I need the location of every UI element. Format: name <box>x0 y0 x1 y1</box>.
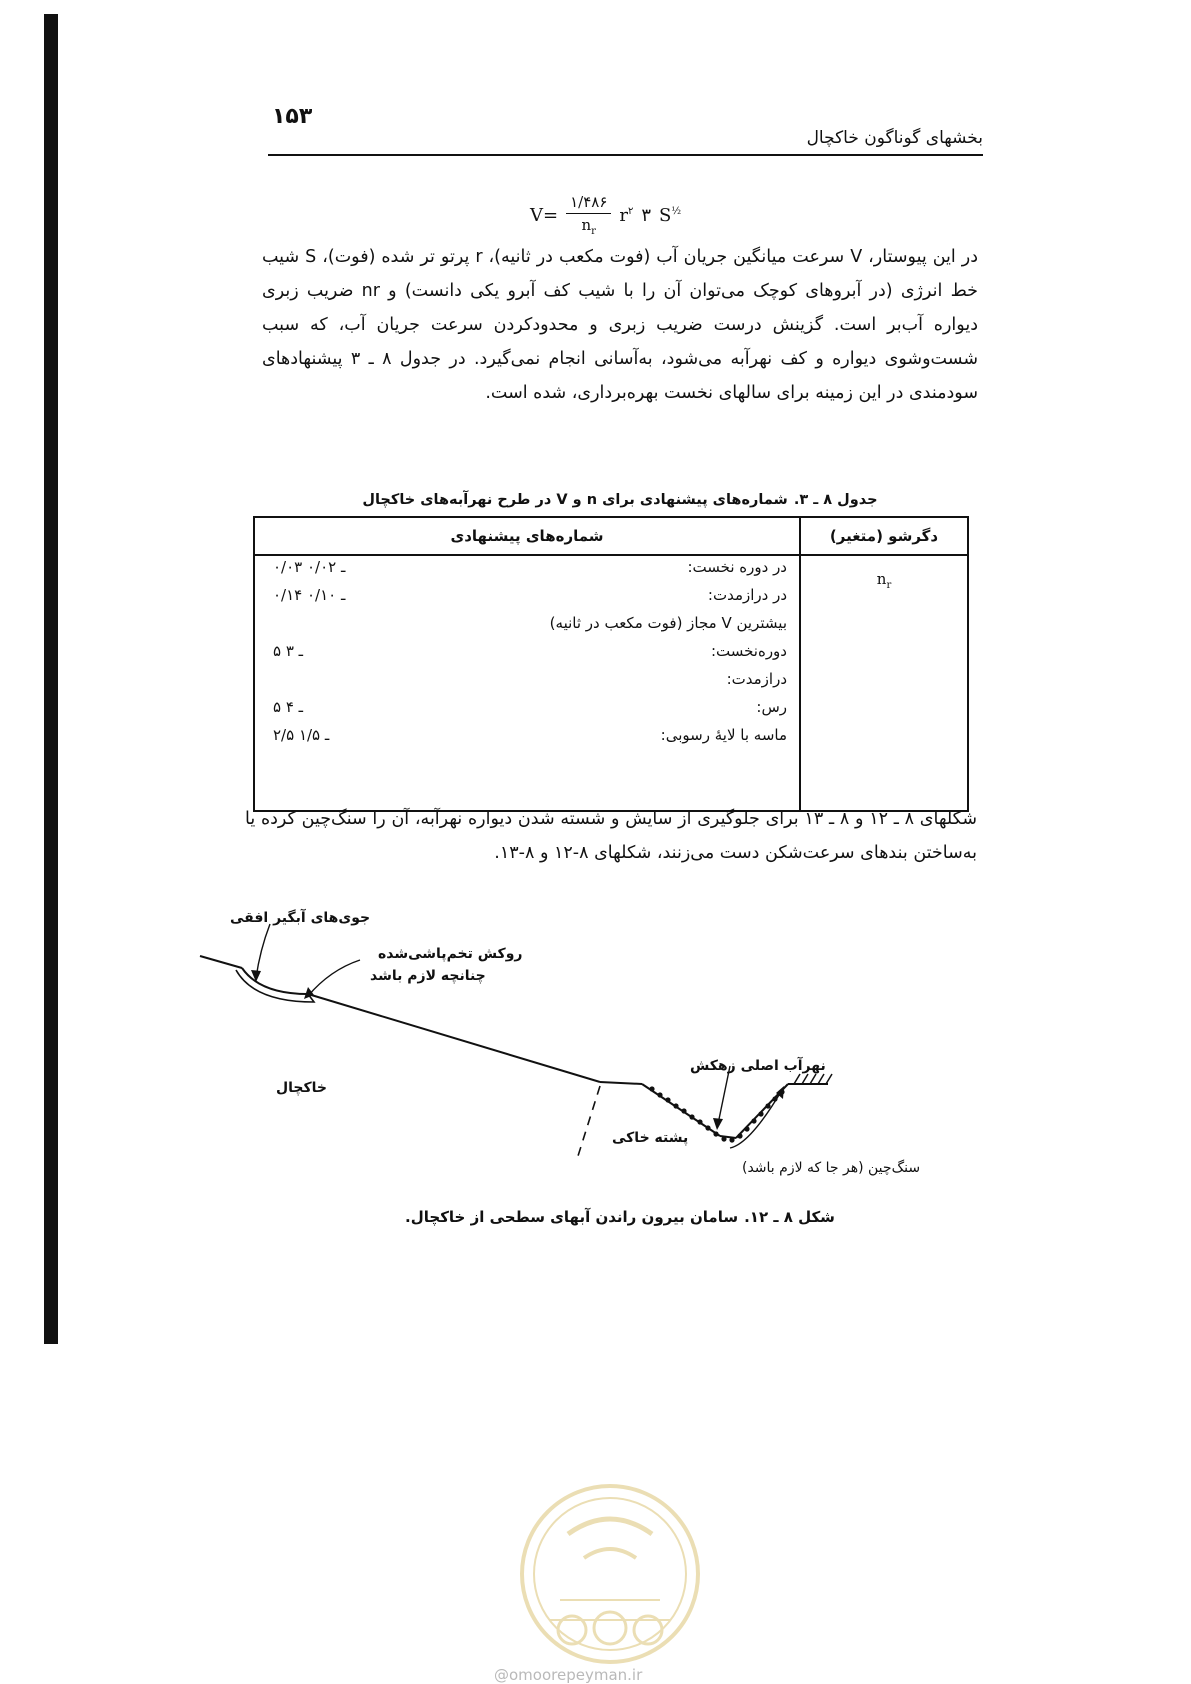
body-paragraph-2: شکلهای ۸ ـ ۱۲ و ۸ ـ ۱۳ برای جلوگیری از سایش و شسته شدن دیواره نهرآبه، آن را سنگ‌چین کرده یا به‌ساختن بندهای سرعت‌شکن دست می‌زنند، شکلهای ۸-۱۲ و ۸-۱۳. <box>245 809 978 863</box>
slope-line <box>308 994 600 1082</box>
formula-lhs: V= <box>530 204 559 226</box>
roughness-velocity-table <box>253 516 969 812</box>
publisher-seal-watermark <box>480 1470 740 1670</box>
tailings-boundary-dashed <box>578 1086 600 1156</box>
table-row: درازمدت: <box>726 670 787 688</box>
table-row: در درازمدت: ۰/۱۴ ـ ۰/۱۰ <box>273 586 787 604</box>
body-paragraph-1: در این پیوستار، V سرعت میانگین جریان آب (فوت مکعب در ثانیه)، r پرتو تر شده (فوت)، S شیب خط انرژی (در آبروهای کوچک می‌توان آن را با شیب کف آبرو یکی دانست) و nr ضریب زبری دیواره آب‌بر است. گزینش درست ضریب زبری و محدودکردن سرعت جریان آب، که سبب شست‌وشوی دیواره و کف نهرآبه می‌شود، به‌آسانی انجام نمی‌گیرد. در جدول ۸ ـ ۳ پیشنهادهای سودمندی در این زمینه برای سالهای نخست بهره‌برداری، شده است. <box>262 247 978 403</box>
scan-binding-edge <box>44 14 58 1344</box>
manning-formula <box>530 188 681 242</box>
table-header-values: شماره‌های پیشنهادی <box>254 517 800 555</box>
label-riprap: سنگ‌چین (هر جا که لازم باشد) <box>742 1160 921 1176</box>
formula-mid-term: ۳ <box>641 204 652 226</box>
slope-line <box>200 956 242 968</box>
formula-fraction <box>566 193 611 237</box>
table-row: ماسه با لایهٔ رسوبی: ۲/۵ ـ ۱/۵ <box>273 726 787 744</box>
label-if-needed: چنانچه لازم باشد <box>370 968 486 984</box>
table-caption <box>262 492 978 508</box>
formula-numerator: ۱/۴۸۶ <box>566 193 611 214</box>
formula-denominator: $n_r$ <box>581 216 596 237</box>
figure-caption-text: سامان بیرون راندن آبهای سطحی از خاکچال. <box>405 1208 739 1226</box>
table-row: بیشترین V مجاز (فوت مکعب در ثانیه) <box>549 614 787 632</box>
table-values-cell <box>254 555 800 811</box>
formula-r-term: $r^۲$ <box>619 204 634 226</box>
leader-arrow-mulch <box>308 960 360 996</box>
label-seeded-mulch: روکش تخم‌پاشی‌شده <box>378 946 523 962</box>
running-head: بخشهای گوناگون خاکچال <box>806 128 983 148</box>
leader-arrow-trench <box>256 924 270 978</box>
watermark-url: @omoorepeyman.ir <box>494 1666 643 1684</box>
figure-caption-label: شکل ۸ ـ ۱۲. <box>744 1208 835 1226</box>
table-row: در دوره نخست: ۰/۰۳ ـ ۰/۰۲ <box>273 558 787 576</box>
table-caption-label: جدول ۸ ـ ۳. <box>793 492 878 508</box>
table-header-variable: دگرشو (متغیر) <box>800 517 968 555</box>
figure-caption <box>262 1208 978 1226</box>
table-variable-cell: $n_r$ <box>800 555 968 811</box>
berm-top <box>600 1082 642 1084</box>
table-caption-text: شماره‌های پیشنهادی برای n و V در طرح نهرآبه‌های خاکچال <box>362 492 788 508</box>
label-tailings: خاکچال <box>276 1080 327 1096</box>
header-rule <box>268 154 983 156</box>
formula-s-term: $S^{\frac{1}{2}}$ <box>659 204 682 226</box>
drainage-diagram <box>190 898 990 1198</box>
label-main-drain-channel: نهرآب اصلی زهکش <box>690 1058 826 1074</box>
arrowhead <box>713 1118 723 1130</box>
page-number: ۱۵۳ <box>272 104 313 129</box>
label-earth-berm: پشته خاکی <box>612 1130 689 1146</box>
table-row: دوره‌نخست: ۵ ـ ۳ <box>273 642 787 660</box>
table-row: رس: ۵ ـ ۴ <box>273 698 787 716</box>
label-horizontal-trench: جوی‌های آبگیر افقی <box>230 910 371 926</box>
